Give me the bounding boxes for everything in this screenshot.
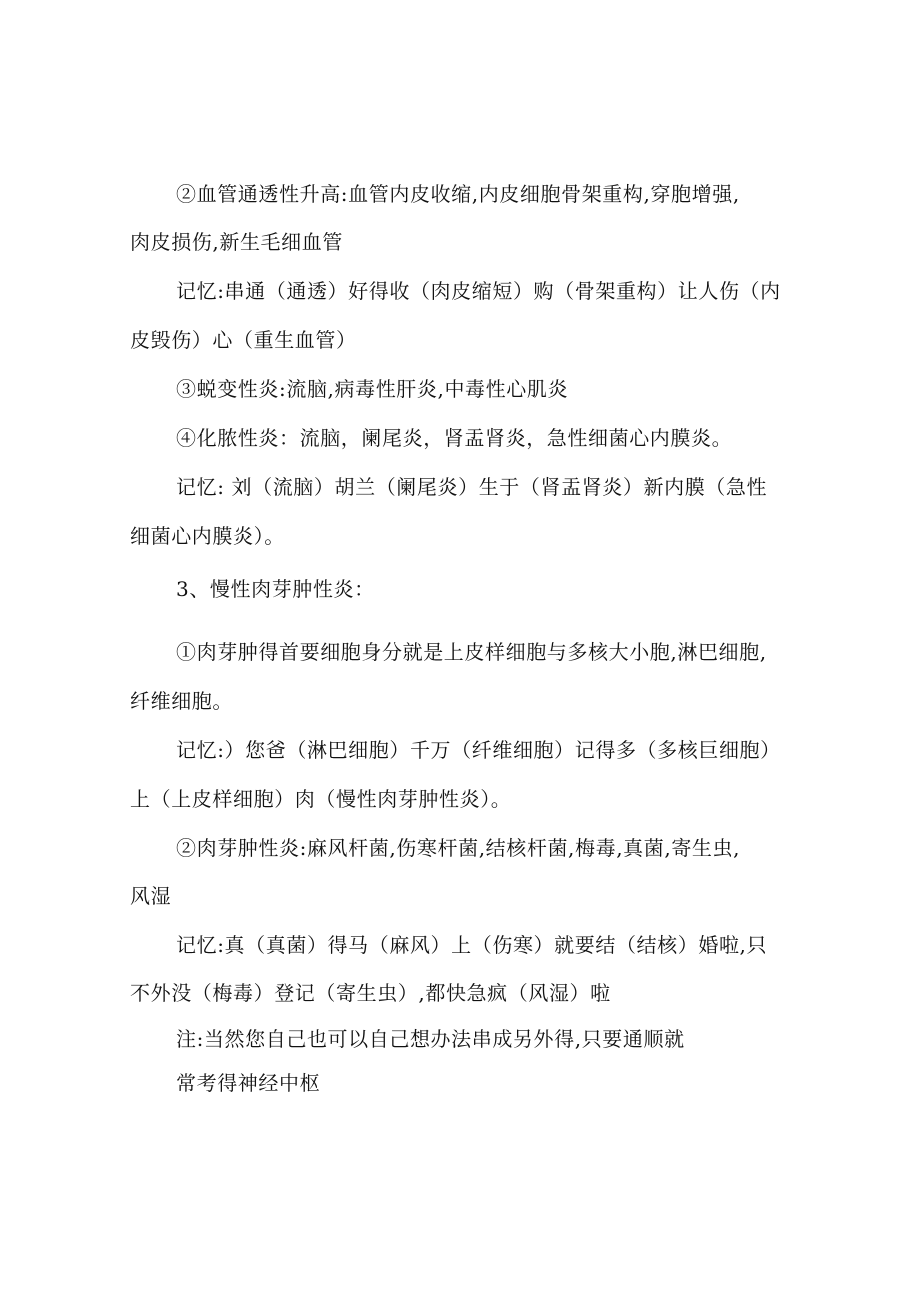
p2-line2: 皮毁伤）心（重生血管） [130, 328, 357, 352]
p5-line1: 记忆: 刘（流脑）胡兰（阑尾炎）生于（肾盂肾炎）新内膜（急性 [176, 475, 768, 499]
p1-line1: ②血管通透性升高:血管内皮收缩,内皮细胞骨架重构,穿胞增强, [176, 182, 740, 206]
p7-line1: ①肉芽肿得首要细胞身分就是上皮样细胞与多核大小胞,淋巴细胞, [176, 640, 767, 664]
p7-line2: 纤维细胞。 [130, 689, 233, 713]
p8-line1: 记忆:）您爸（淋巴细胞）千万（纤维细胞）记得多（多核巨细胞） [176, 738, 781, 762]
p1-line2: 肉皮损伤,新生毛细血管 [130, 230, 343, 254]
p5-line2: 细菌心内膜炎）。 [130, 524, 285, 548]
p9-line1: ②肉芽肿性炎:麻风杆菌,伤寒杆菌,结核杆菌,梅毒,真菌,寄生虫, [176, 836, 741, 860]
p11-line1: 注:当然您自己也可以自己想办法串成另外得,只要通顺就 [176, 1027, 685, 1051]
p10-line2: 不外没（梅毒）登记（寄生虫）,都快急疯（风湿）啦 [130, 981, 611, 1005]
p10-line1: 记忆:真（真菌）得马（麻风）上（伤寒）就要结（结核）婚啦,只 [176, 933, 768, 957]
p8-line2: 上（上皮样细胞）肉（慢性肉芽肿性炎）。 [130, 787, 512, 811]
section-heading-3: 3、慢性肉芽肿性炎： [176, 577, 375, 601]
p3-line1: ③蜕变性炎:流脑,病毒性肝炎,中毒性心肌炎 [176, 377, 569, 401]
p11-line2: 常考得神经中枢 [176, 1071, 321, 1095]
p2-line1: 记忆:串通（通透）好得收（肉皮缩短）购（骨架重构）让人伤（内 [176, 279, 781, 303]
p9-line2: 风湿 [130, 884, 172, 908]
p4-line1: ④化脓性炎：流脑，阑尾炎，肾盂肾炎，急性细菌心内膜炎。 [176, 426, 733, 450]
